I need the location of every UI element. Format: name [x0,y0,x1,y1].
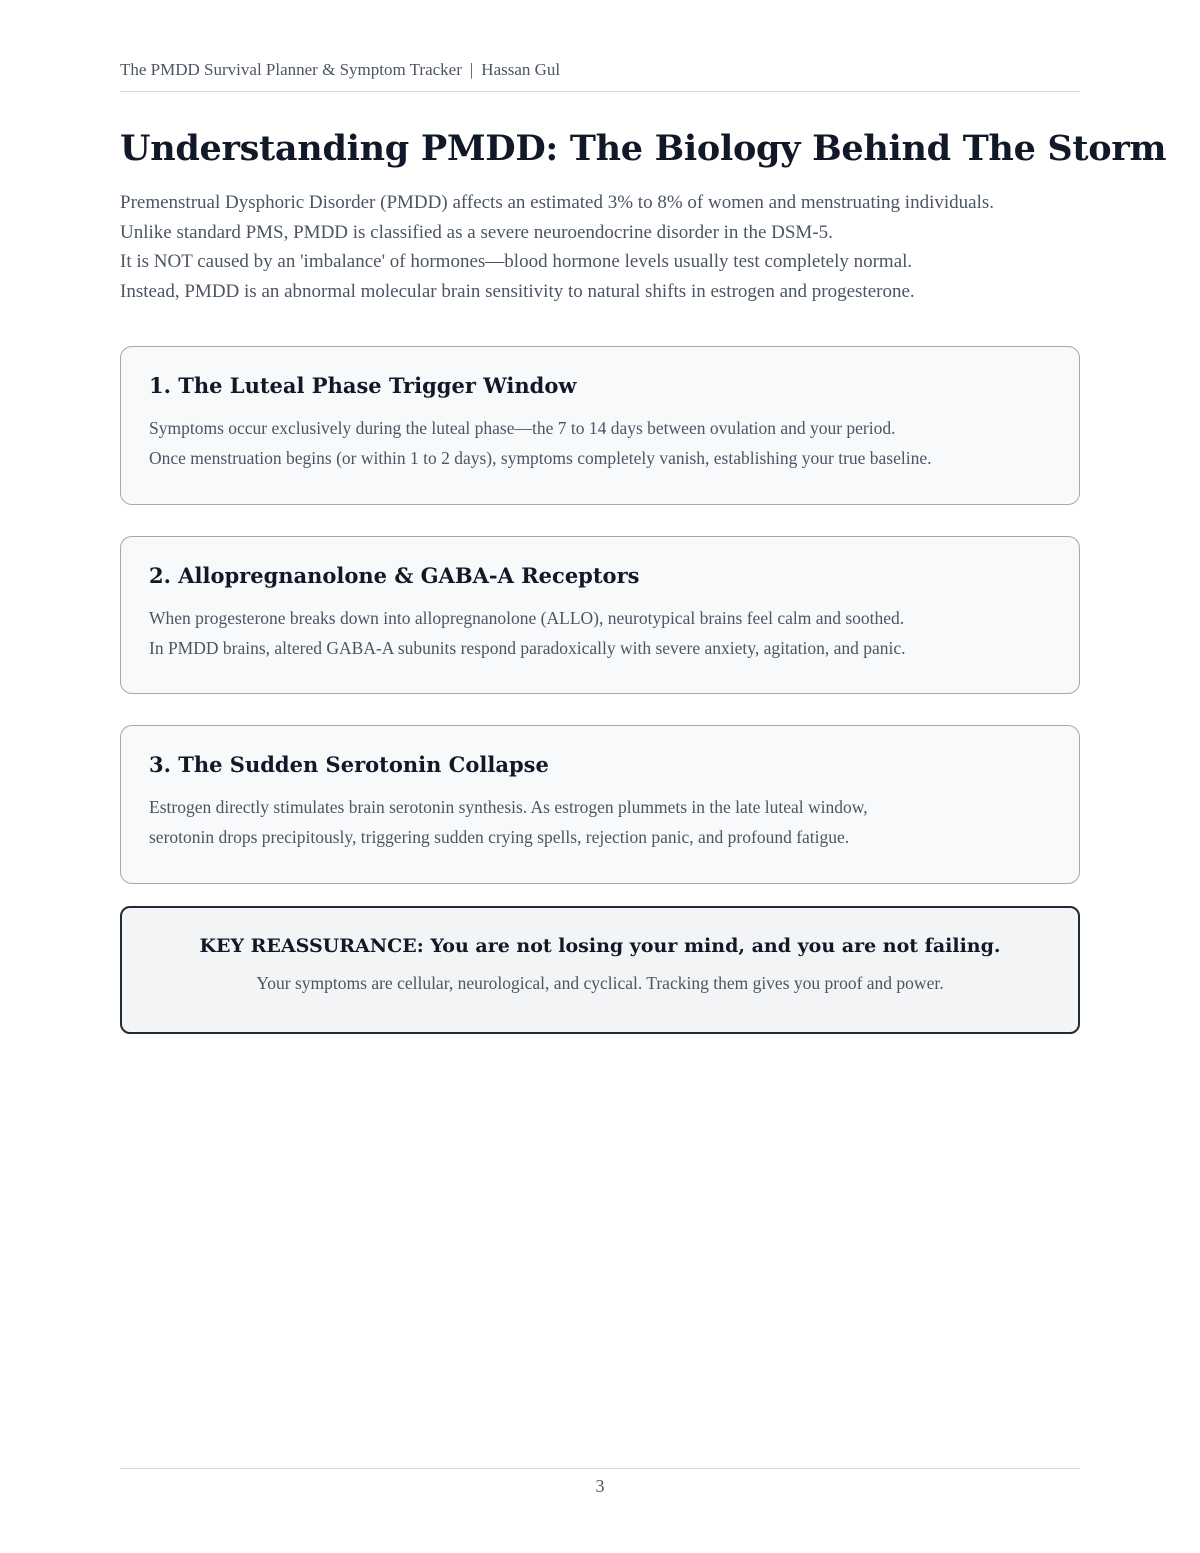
section-heading: 2. Allopregnanolone & GABA-A Receptors [149,563,640,588]
page-number: 3 [595,1476,605,1496]
section-body [149,793,1051,852]
header-separator: | [469,60,474,79]
intro-line: It is NOT caused by an 'imbalance' of hormones—blood hormone levels usually test completely normal. [120,251,913,272]
intro-line: Instead, PMDD is an abnormal molecular brain sensitivity to natural shifts in estrogen and progesterone. [120,280,915,302]
reassurance-heading: KEY REASSURANCE: You are not losing your mind, and you are not failing. [199,935,1001,957]
page-title: Understanding PMDD: The Biology Behind The Storm [120,128,1167,169]
section-line: When progesterone breaks down into allopregnanolone (ALLO), neurotypical brains feel calm and soothed. [149,608,905,628]
section-heading: 3. The Sudden Serotonin Collapse [149,752,549,777]
book-title: The PMDD Survival Planner & Symptom Tracker [120,60,462,79]
section-card-serotonin-collapse [120,725,1080,884]
section-body [149,604,1051,663]
section-heading: 1. The Luteal Phase Trigger Window [149,373,577,398]
section-body [149,414,1051,473]
intro-line: Premenstrual Dysphoric Disorder (PMDD) affects an estimated 3% to 8% of women and menstruating individuals. [120,192,994,213]
section-line: serotonin drops precipitously, triggering sudden crying spells, rejection panic, and profound fatigue. [149,826,850,847]
section-card-luteal-phase [120,346,1080,505]
reassurance-text: Your symptoms are cellular, neurological, and cyclical. Tracking them gives you proof and power. [256,973,944,993]
author-name: Hassan Gul [481,60,561,79]
section-card-gaba-receptors [120,536,1080,694]
key-reassurance-callout [120,906,1080,1034]
section-line: Once menstruation begins (or within 1 to 2 days), symptoms completely vanish, establishing your true baseline. [149,447,932,468]
section-line: In PMDD brains, altered GABA-A subunits respond paradoxically with severe anxiety, agitation, and panic. [149,637,906,658]
running-header [120,60,1080,92]
footer-divider [120,1468,1080,1469]
intro-line: Unlike standard PMS, PMDD is classified as a severe neuroendocrine disorder in the DSM-5. [120,221,833,243]
intro-paragraph [120,188,1080,306]
section-line: Symptoms occur exclusively during the luteal phase—the 7 to 14 days between ovulation and your period. [149,418,896,438]
section-line: Estrogen directly stimulates brain serotonin synthesis. As estrogen plummets in the late luteal window, [149,797,868,817]
